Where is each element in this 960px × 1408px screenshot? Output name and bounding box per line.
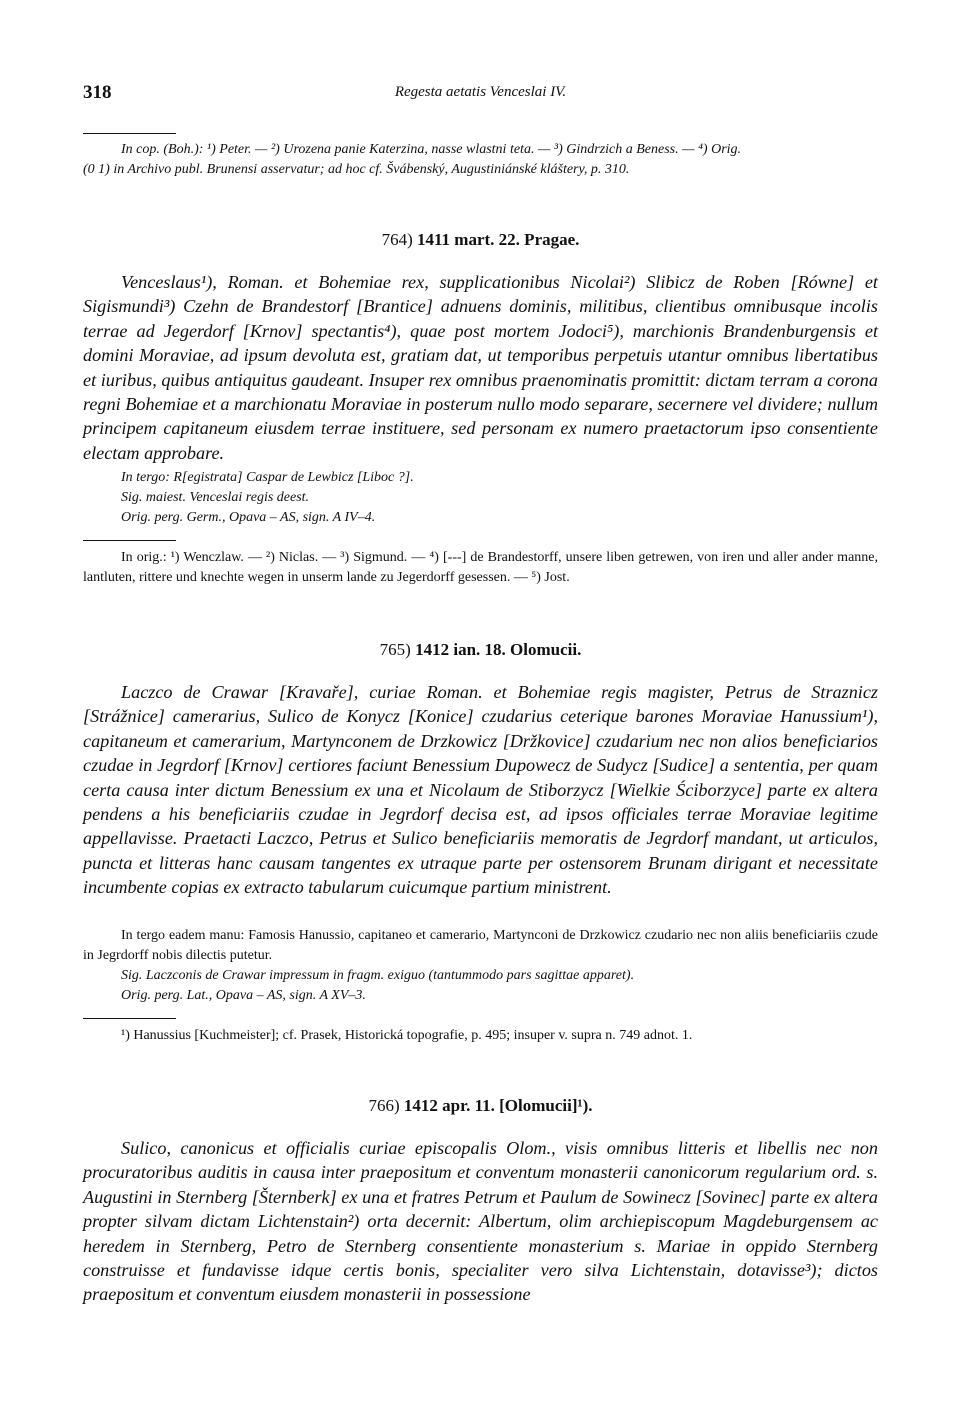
top-footnote-line1: In cop. (Boh.): ¹) Peter. — ²) Urozena panie Katerzina, nasse wlastni teta. — ³) Gindrzich a Beness. — ⁴) Orig. <box>121 142 742 157</box>
entry-date: 1411 mart. 22. Pragae. <box>417 230 580 249</box>
entry-heading <box>83 640 878 660</box>
entry-notes <box>83 468 878 528</box>
note-line: Sig. Laczconis de Crawar impressum in fragm. exiguo (tantummodo pars sagittae apparet). <box>121 968 635 983</box>
entry-text: Sulico, canonicus et officialis curiae episcopalis Olom., visis omnibus litteris et libellis nec non procuratoribus auditis in causa inter praepositum et conventum monasterii canonicorum regularium ord. s. Augustini in Sternberg [Šternberk] ex una et fratres Petrum et Paulum de Sowinecz [Sovinec] parte ex altera propter silvam dictam Lichtenstain²) orta decernit: Albertum, olim archiepiscopum Magdeburgensem ac heredem in Sternberg, Petro de Sternberg consentiente monasterium s. Mariae in oppido Sternberg construisse et fundavisse idque certis bonis, specialiter vero silva Lichtenstain, dotavisse³); dictos praepositum et conventum eiusdem monasterii in possessione <box>83 1138 878 1305</box>
entry-footnote: ¹) Hanussius [Kuchmeister]; cf. Prasek, Historická topografie, p. 495; insuper v. supra n. 749 adnot. 1. <box>121 1028 693 1043</box>
entry-text: Venceslaus¹), Roman. et Bohemiae rex, supplicationibus Nicolai²) Slibicz de Roben [Równe] et Sigismundi³) Czehn de Brandestorf [Brantice] adnuens dominis, militibus, clientibus omnibusque incolis terrae ad Jegerdorf [Krnov] spectantis⁴), quae post mortem Jodoci⁵), marchionis Brandenburgensis et domini Moraviae, ad ipsum devoluta est, gratiam dat, ut temporibus perpetuis utantur omnibus libertatibus et iuribus, quibus antiquitus gaudeant. Insuper rex omnibus praenominatis promittit: dictam terram a corona regni Bohemiae et a marchionatu Moraviae in posterum nullo modo separare, secernere vel dividere; nullum principem capitaneum eiusdem terrae instituere, sed personam ex numero praetactorum ipso consentiente electam approbare. <box>83 272 878 463</box>
top-footnote-line2: (0 1) in Archivo publ. Brunensi asservatur; ad hoc cf. Švábenský, Augustiniánské kláštery, p. 310. <box>83 162 630 177</box>
entry-date: 1412 apr. 11. [Olomucii]¹). <box>403 1096 593 1115</box>
entry-number: 766) <box>368 1096 400 1115</box>
entry-number: 764) <box>381 230 413 249</box>
entry-heading <box>83 1096 878 1116</box>
note-line: Orig. perg. Germ., Opava – AS, sign. A IV–4. <box>121 510 376 525</box>
entry-date: 1412 ian. 18. Olomucii. <box>415 640 582 659</box>
note-line: In tergo: R[egistrata] Caspar de Lewbicz [Liboc ?]. <box>121 470 414 485</box>
footnote-rule <box>83 1018 176 1019</box>
top-footnote <box>83 140 878 180</box>
running-title: Regesta aetatis Venceslai IV. <box>394 84 567 100</box>
entry-heading <box>83 230 878 250</box>
entry-notes <box>83 926 878 1006</box>
page-header <box>83 82 878 110</box>
note-line: Orig. perg. Lat., Opava – AS, sign. A XV–3. <box>121 988 366 1003</box>
footnote-rule <box>83 540 176 541</box>
note-line: Sig. maiest. Venceslai regis deest. <box>121 490 310 505</box>
entry-number: 765) <box>379 640 411 659</box>
footnote-rule <box>83 133 176 134</box>
entry-text: Laczco de Crawar [Kravaře], curiae Roman. et Bohemiae regis magister, Petrus de Straznicz [Strážnice] camerarius, Sulico de Konycz [Konice] czudarius ceterique barones Moraviae Hanussium¹), capitaneum et camerarium, Martynconem de Drzkowicz [Držkovice] czudarium nec non alios beneficiarios czudae in Jegrdorf [Krnov] certiores faciunt Benessium Dupowecz de Sudycz [Sudice] a sententia, per quam certa causa inter dictum Benessium ex una et Nicolaum de Stiborzycz [Wielkie Ściborzyce] parte ex altera pendens a his beneficiariis czudae in Jegrdorf decisa est, ad ipsos officiales terrae Moraviae legitime appellavisse. Praetacti Laczco, Petrus et Sulico beneficiariis memoratis de Jegrdorf mandant, ut articulos, puncta et litteras hanc causam tangentes ex utraque parte per ostensorem Brunam dirigant et necessitate incumbente copias ex extracto tabularum cuicumque partium ministrent. <box>83 682 878 898</box>
entry-footnote: In orig.: ¹) Wenczlaw. — ²) Niclas. — ³) Sigmund. — ⁴) [---] de Brandestorff, unsere liben getrewen, von iren und aller ander manne, lantluten, rittere und knechte wegen in unserm lande zu Jegerdorff gesessen. — ⁵) Jost. <box>83 550 878 585</box>
page-number: 318 <box>83 82 112 103</box>
note-paragraph: In tergo eadem manu: Famosis Hanussio, capitaneo et camerario, Martynconi de Drzkowicz czudario nec non aliis beneficiariis czude in Jegrdorff nobis dilectis putetur. <box>83 928 878 963</box>
